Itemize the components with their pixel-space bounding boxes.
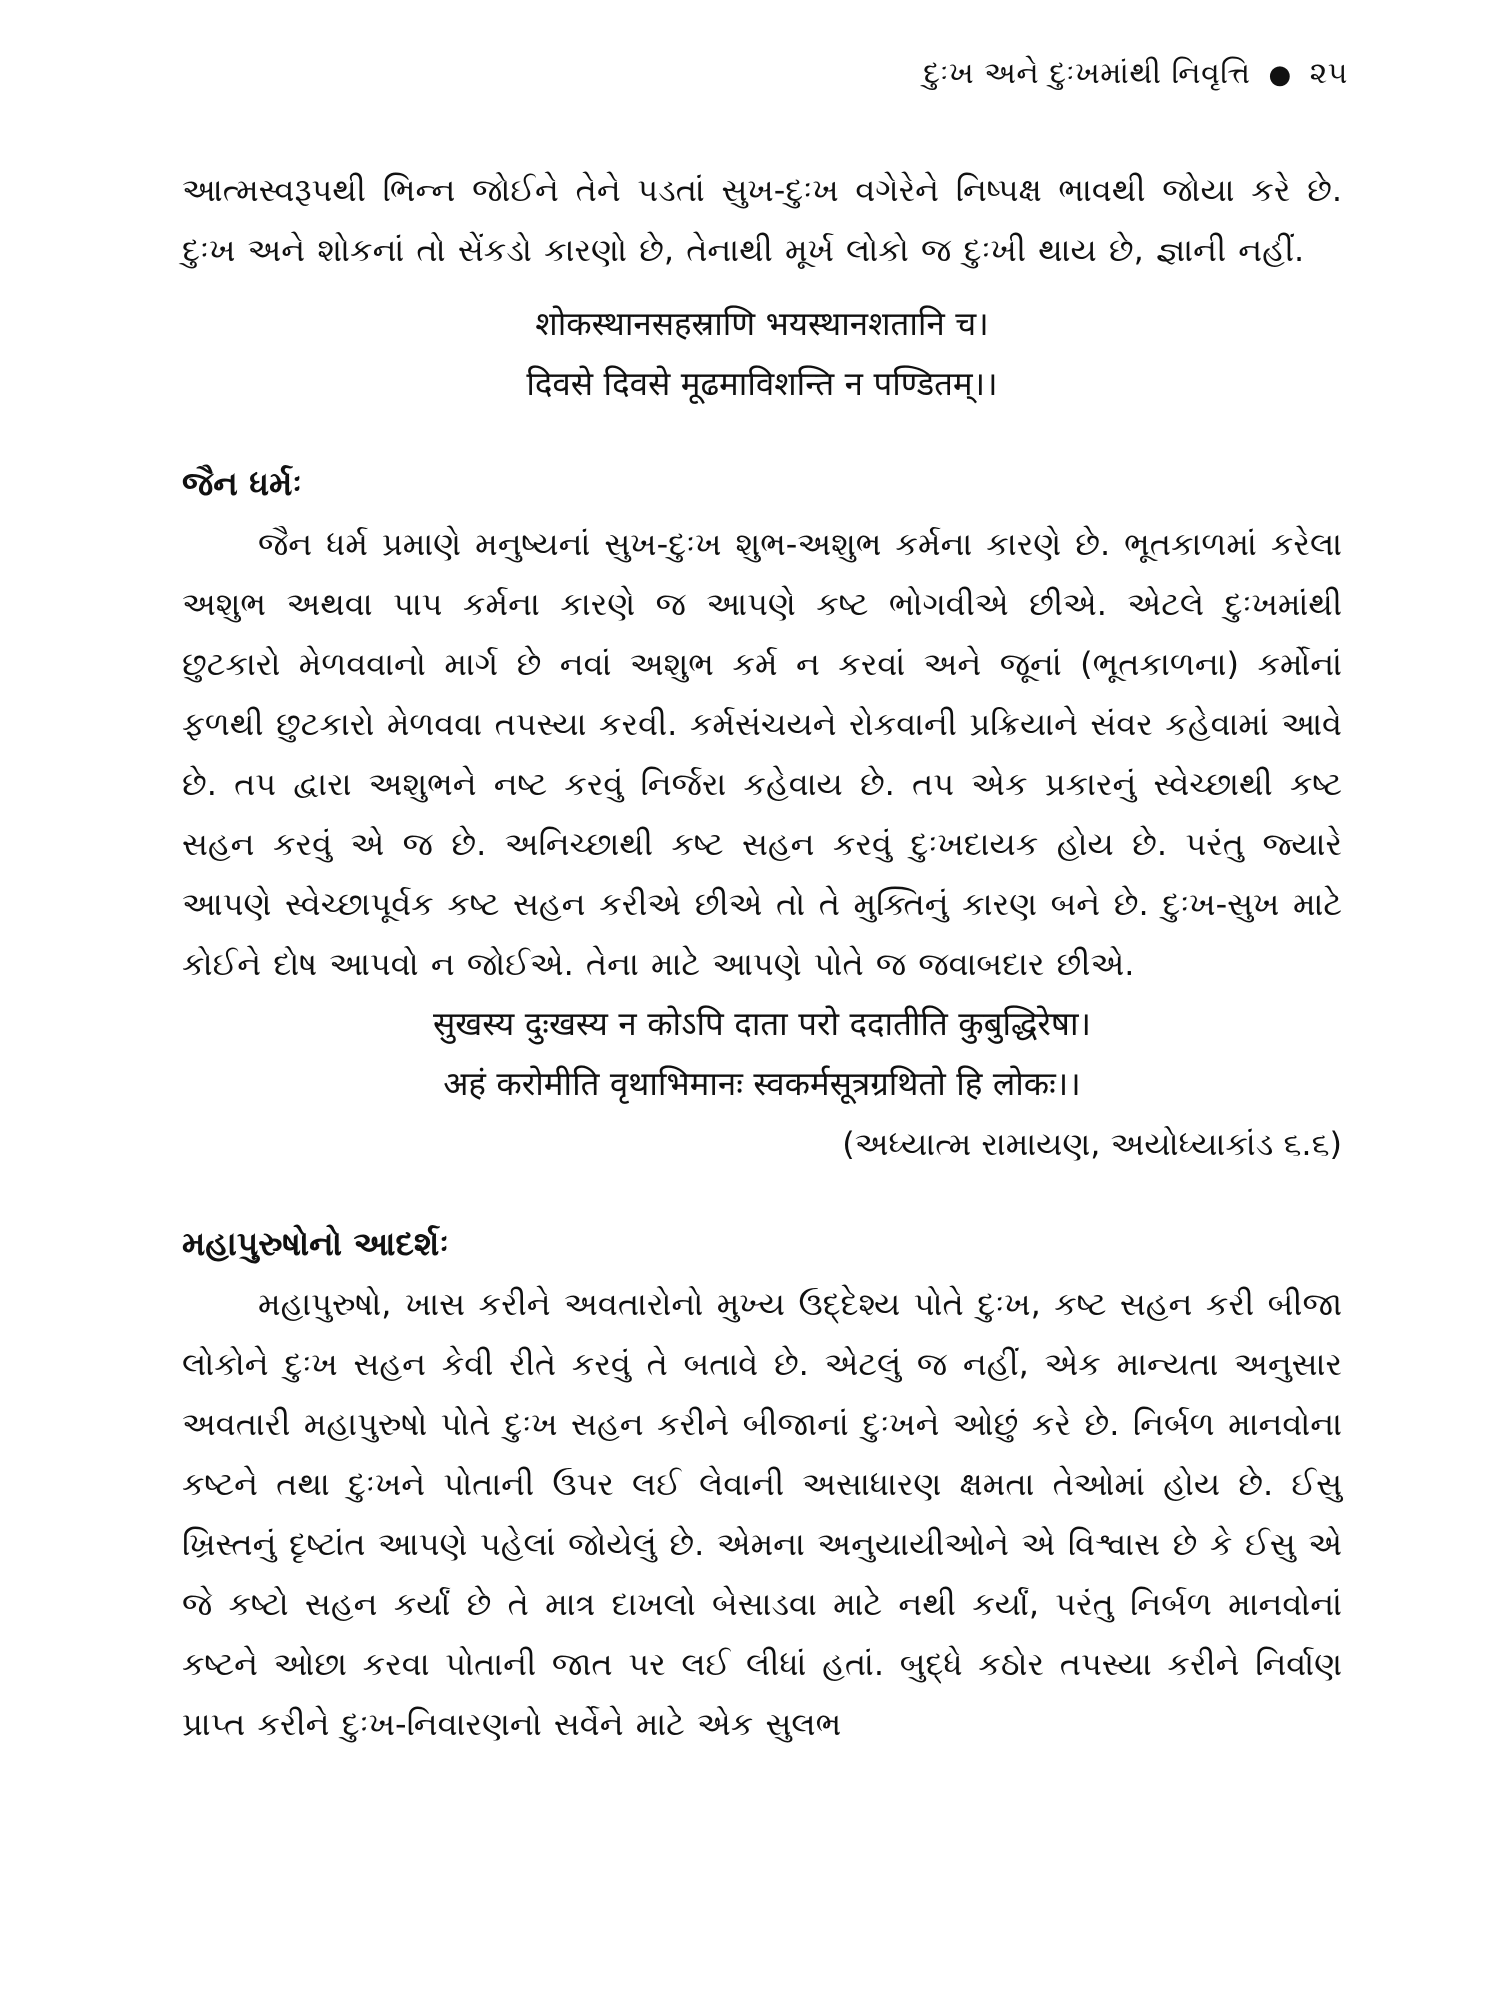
intro-paragraph: આત્મસ્વરૂપથી ભિન્ન જોઈને તેને પડતાં સુખ-દુઃખ વગેરેને નિષ્પક્ષ ભાવથી જોયા કરે છે. દુઃખ અને શોકનાં તો સેંકડો કારણો છે, તેનાથી મૂર્ખ લોકો જ દુઃખી થાય છે, જ્ઞાની નહીં.	[182, 171, 1342, 269]
mahapurush-paragraph: મહાપુરુષો, ખાસ કરીને અવતારોનો મુખ્ય ઉદ્દેશ્ય પોતે દુઃખ, કષ્ટ સહન કરી બીજા લોકોને દુઃખ સહન કેવી રીતે કરવું તે બતાવે છે. એટલું જ નહીં, એક માન્યતા અનુસાર અવતારી મહાપુરુષો પોતે દુઃખ સહન કરીને બીજાનાં દુઃખને ઓછું કરે છે. નિર્બળ માનવોના કષ્ટને તથા દુઃખને પોતાની ઉપર લઈ લેવાની અસાધારણ ક્ષમતા તેઓમાં હોય છે. ઈસુ ખ્રિસ્તનું દૃષ્ટાંત આપણે પહેલાં જોયેલું છે. એમના અનુયાયીઓને એ વિશ્વાસ છે કે ઈસુ એ જે કષ્ટો સહન કર્યાં છે તે માત્ર દાખલો બેસાડવા માટે નથી કર્યાં, પરંતુ નિર્બળ માનવોનાં કષ્ટને ઓછા કરવા પોતાની જાત પર લઈ લીધાં હતાં. બુદ્ધે કઠોર તપસ્યા કરીને નિર્વાણ પ્રાપ્ત કરીને દુઃખ-નિવારણનો સર્વેને માટે એક સુલભ	[182, 1285, 1342, 1743]
section-heading-mahapurush: મહાપુરુષોનો આદર્શઃ	[182, 1224, 449, 1263]
page-body	[182, 160, 1342, 1754]
sanskrit-verse-2	[182, 994, 1342, 1174]
page-number: ૨૫	[1309, 56, 1348, 91]
section-heading-jain: જૈન ધર્મઃ	[182, 464, 302, 503]
verse-line: अहं करोमीति वृथाभिमानः स्वकर्मसूत्रग्रथितो हि लोकः।।	[443, 1064, 1081, 1103]
sanskrit-verse-1	[182, 294, 1342, 414]
bullet-separator: ●	[1268, 60, 1292, 90]
verse-line: सुखस्य दुःखस्य न कोऽपि दाता परो ददातीति कुबुद्धिरेषा।	[432, 1004, 1092, 1043]
running-header	[923, 56, 1348, 91]
verse-line: दिवसे दिवसे मूढमाविशन्ति न पण्डितम्।।	[526, 364, 998, 403]
verse-citation: (અધ્યાત્મ રામાયણ, અયોધ્યાકાંડ ૬.૬)	[842, 1125, 1342, 1163]
verse-line: शोकस्थानसहस्राणि भयस्थानशतानि च।	[535, 304, 989, 343]
chapter-title: દુઃખ અને દુઃખમાંથી નિવૃત્તિ	[923, 56, 1251, 91]
jain-paragraph: જૈન ધર્મ પ્રમાણે મનુષ્યનાં સુખ-દુઃખ શુભ-અશુભ કર્મના કારણે છે. ભૂતકાળમાં કરેલા અશુભ અથવા પાપ કર્મના કારણે જ આપણે કષ્ટ ભોગવીએ છીએ. એટલે દુઃખમાંથી છુટકારો મેળવવાનો માર્ગ છે નવાં અશુભ કર્મ ન કરવાં અને જૂનાં (ભૂતકાળના) કર્મોનાં ફળથી છુટકારો મેળવવા તપસ્યા કરવી. કર્મસંચયને રોકવાની પ્રક્રિયાને સંવર કહેવામાં આવે છે. તપ દ્વારા અશુભને નષ્ટ કરવું નિર્જરા કહેવાય છે. તપ એક પ્રકારનું સ્વેચ્છાથી કષ્ટ સહન કરવું એ જ છે. અનિચ્છાથી કષ્ટ સહન કરવું દુઃખદાયક હોય છે. પરંતુ જ્યારે આપણે સ્વેચ્છાપૂર્વક કષ્ટ સહન કરીએ છીએ તો તે મુક્તિનું કારણ બને છે. દુઃખ-સુખ માટે કોઈને દોષ આપવો ન જોઈએ. તેના માટે આપણે પોતે જ જવાબદાર છીએ.	[182, 525, 1342, 983]
